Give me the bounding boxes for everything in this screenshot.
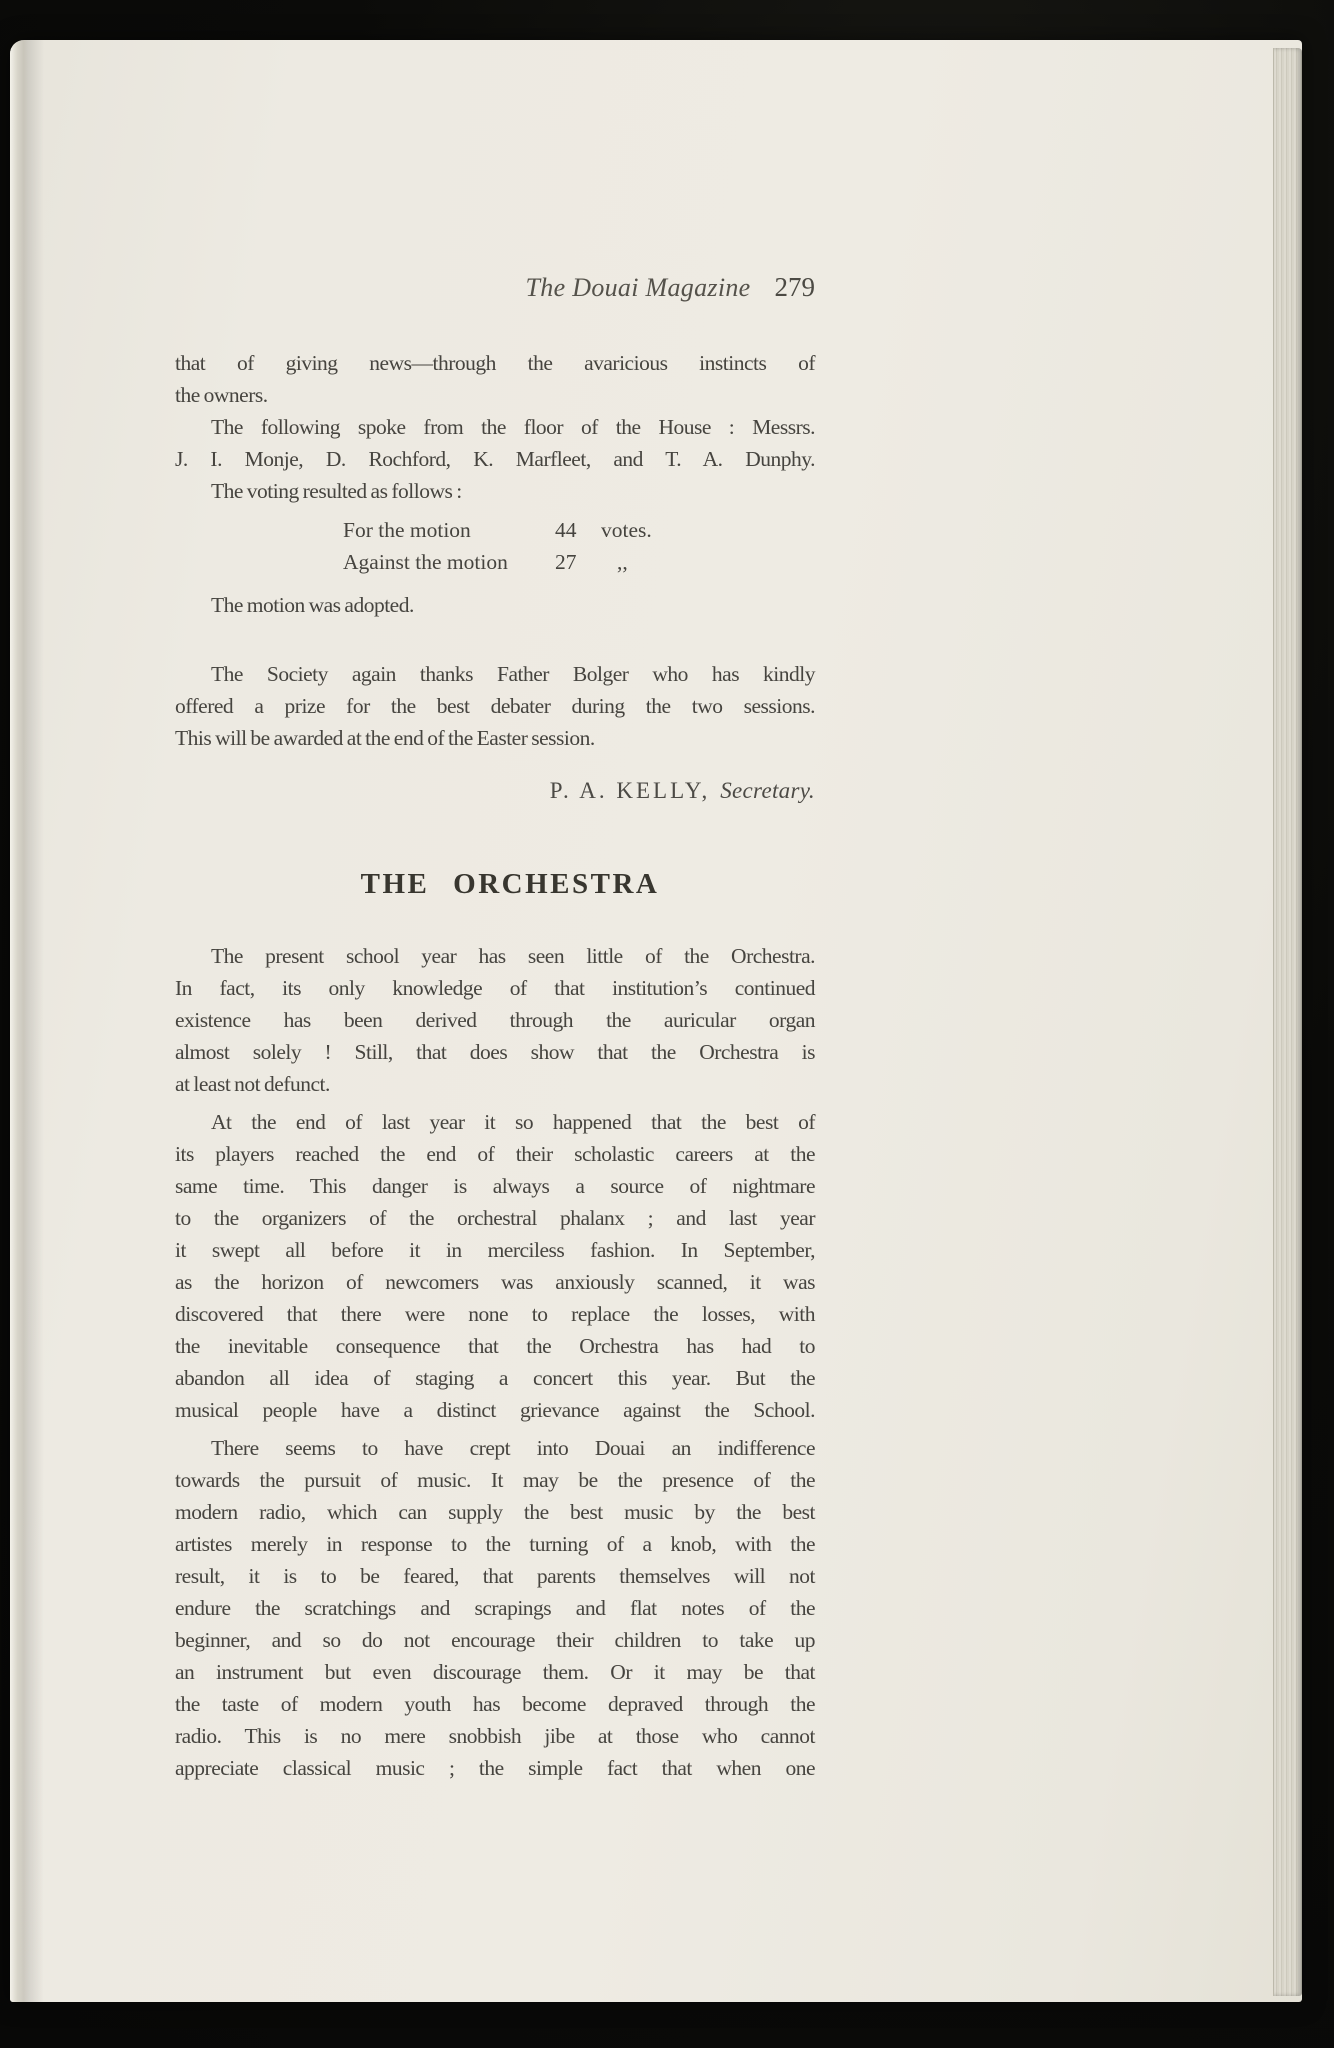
text-line: as the horizon of newcomers was anxiously scanned, it was bbox=[175, 1270, 815, 1294]
section-heading: THE ORCHESTRA bbox=[360, 868, 660, 900]
text-line: at least not defunct. bbox=[175, 1072, 330, 1096]
text-line: appreciate classical music ; the simple fact that when one bbox=[175, 1756, 815, 1780]
text-line: artistes merely in response to the turning of a knob, with the bbox=[175, 1532, 815, 1556]
text-line: The Society again thanks Father Bolger who has kindly bbox=[211, 662, 815, 686]
text-line: This will be awarded at the end of the Easter session. bbox=[175, 726, 595, 750]
text-line: The voting resulted as follows : bbox=[211, 479, 462, 503]
signature bbox=[175, 778, 815, 804]
vote-unit: ,, bbox=[617, 550, 628, 574]
vote-unit: votes. bbox=[601, 518, 652, 542]
voting-table bbox=[343, 514, 815, 578]
text-line: existence has been derived through the auricular organ bbox=[175, 1008, 815, 1032]
text-line: its players reached the end of their scholastic careers at the bbox=[175, 1142, 815, 1166]
text-line: that of giving news—through the avaricious instincts of bbox=[175, 351, 815, 375]
text-line: it swept all before it in merciless fashion. In September, bbox=[175, 1238, 815, 1262]
text-line: At the end of last year it so happened that the best of bbox=[211, 1110, 815, 1134]
voting-intro bbox=[175, 475, 815, 507]
text-line: almost solely ! Still, that does show that the Orchestra is bbox=[175, 1040, 815, 1064]
voting-row bbox=[343, 546, 815, 578]
page-stack-edge bbox=[1273, 48, 1302, 1996]
text-line: The motion was adopted. bbox=[211, 593, 414, 617]
text-line: In fact, its only knowledge of that institution’s continued bbox=[175, 976, 815, 1000]
text-line: discovered that there were none to replace the losses, with bbox=[175, 1302, 815, 1326]
text-line: to the organizers of the orchestral phalanx ; and last year bbox=[175, 1206, 815, 1230]
text-line: abandon all idea of staging a concert this year. But the bbox=[175, 1366, 815, 1390]
text-line: There seems to have crept into Douai an indifference bbox=[211, 1436, 815, 1460]
paragraph-speakers bbox=[175, 411, 815, 475]
motion-result bbox=[175, 589, 815, 621]
text-line: towards the pursuit of music. It may be the presence of the bbox=[175, 1468, 815, 1492]
text-line: an instrument but even discourage them. Or it may be that bbox=[175, 1660, 815, 1684]
vote-count: 27 bbox=[555, 550, 577, 574]
text-line: the taste of modern youth has become depraved through the bbox=[175, 1692, 815, 1716]
text-line: the inevitable consequence that the Orchestra has had to bbox=[175, 1334, 815, 1358]
text-line: musical people have a distinct grievance against the School. bbox=[175, 1398, 815, 1422]
text-line: beginner, and so do not encourage their children to take up bbox=[175, 1628, 815, 1652]
paragraph-continuation bbox=[175, 347, 815, 411]
magazine-page bbox=[10, 40, 1302, 2002]
signature-role: Secretary. bbox=[720, 778, 815, 803]
text-line: the owners. bbox=[175, 383, 268, 407]
vote-count: 44 bbox=[555, 518, 577, 542]
vote-label: Against the motion bbox=[343, 550, 508, 574]
text-line: The following spoke from the floor of the House : Messrs. bbox=[211, 415, 815, 439]
text-line: result, it is to be feared, that parents themselves will not bbox=[175, 1564, 815, 1588]
text-line: modern radio, which can supply the best music by the best bbox=[175, 1500, 815, 1524]
page-content bbox=[175, 40, 815, 1784]
page-number: 279 bbox=[774, 272, 815, 302]
page-left-curl bbox=[10, 40, 44, 2002]
paragraph-society bbox=[175, 658, 815, 754]
vote-label: For the motion bbox=[343, 518, 471, 542]
text-line: same time. This danger is always a source of nightmare bbox=[175, 1174, 815, 1198]
text-line: radio. This is no mere snobbish jibe at those who cannot bbox=[175, 1724, 815, 1748]
text-line: The present school year has seen little of the Orchestra. bbox=[211, 944, 815, 968]
text-line: offered a prize for the best debater during the two sessions. bbox=[175, 694, 815, 718]
text-line: J. I. Monje, D. Rochford, K. Marfleet, and T. A. Dunphy. bbox=[175, 447, 815, 471]
voting-row bbox=[343, 514, 815, 546]
paragraph-orchestra-3 bbox=[175, 1432, 815, 1784]
text-line: endure the scratchings and scrapings and flat notes of the bbox=[175, 1596, 815, 1620]
paragraph-orchestra-2 bbox=[175, 1106, 815, 1426]
paragraph-orchestra-1 bbox=[175, 940, 815, 1100]
signature-name: P. A. KELLY, bbox=[549, 778, 711, 803]
magazine-title: The Douai Magazine bbox=[525, 273, 751, 302]
running-header bbox=[175, 272, 815, 303]
